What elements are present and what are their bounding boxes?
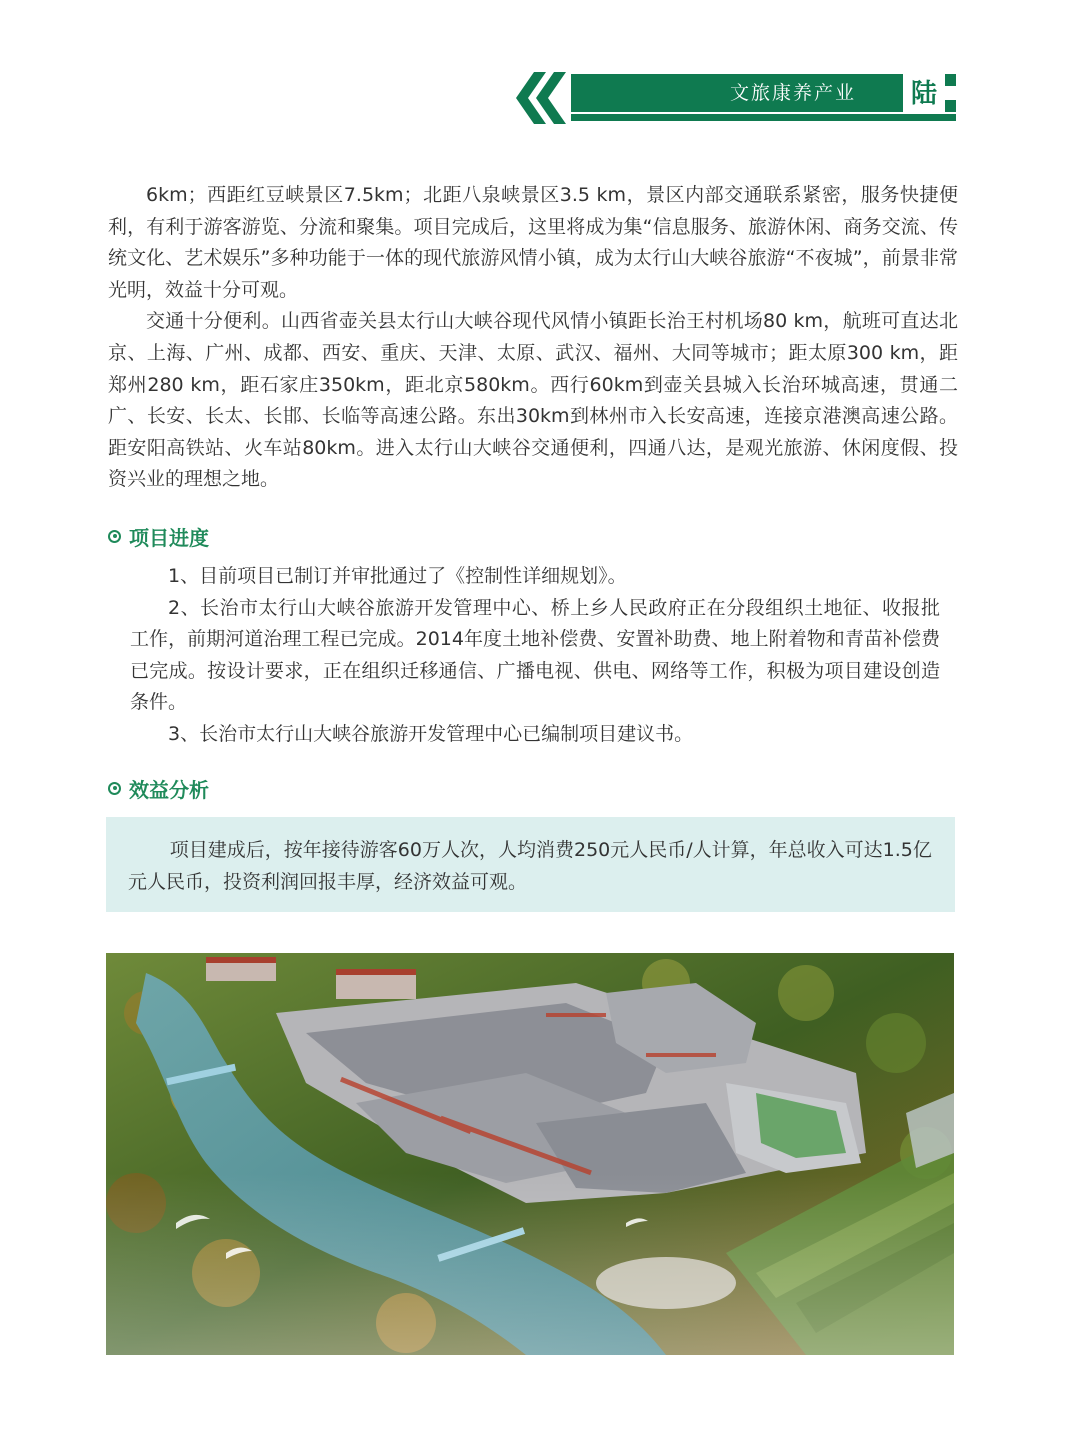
progress-item-1: 1、目前项目已制订并审批通过了《控制性详细规划》。 xyxy=(168,565,627,587)
benefit-text: 项目建成后，按年接待游客60万人次，人均消费250元人民币/人计算，年总收入可达1.5亿元人民币，投资利润回报丰厚，经济效益可观。 xyxy=(128,839,932,893)
double-chevron-icon xyxy=(512,72,568,124)
benefit-title: 效益分析 xyxy=(129,777,209,802)
bullet-circle-icon xyxy=(108,530,121,543)
progress-item-2: 2、长治市太行山大峡谷旅游开发管理中心、桥上乡人民政府正在分段组织土地征、收报批工作，前期河道治理工程已完成。2014年度土地补偿费、安置补助费、地上附着物和青苗补偿费已完成。按设计要求，正在组织迁移通信、广播电视、供电、网络等工作，积极为项目建设创造条件。 xyxy=(130,596,940,714)
benefit-box xyxy=(106,817,955,912)
chapter-number: 陆 xyxy=(910,79,937,109)
progress-heading xyxy=(108,521,209,551)
progress-list xyxy=(130,561,940,751)
page-header xyxy=(0,0,1080,140)
header-underline xyxy=(571,114,956,121)
intro-paragraph-2: 交通十分便利。山西省壶关县太行山大峡谷现代风情小镇距长治王村机场80 km，航班可直达北京、上海、广州、成都、西安、重庆、天津、太原、武汉、福州、大同等城市；距太原300 km，距郑州280 km，距石家庄350km，距北京580km。西行60km到壶关县城入长治环城高速，贯通二广、长安、长太、长邯、长临等高速公路。东出30km到林州市入长安高速，连接京港澳高速公路。距安阳高铁站、火车站80km。进入太行山大峡谷交通便利，四通八达，是观光旅游、休闲度假、投资兴业的理想之地。 xyxy=(108,310,958,491)
section-title: 文旅康养产业 xyxy=(730,82,857,104)
progress-title: 项目进度 xyxy=(129,525,209,550)
bullet-circle-icon xyxy=(108,782,121,795)
intro-paragraph-1: 6km；西距红豆峡景区7.5km；北距八泉峡景区3.5 km，景区内部交通联系紧密，服务快捷便利，有利于游客游览、分流和聚集。项目完成后，这里将成为集“信息服务、旅游休闲、商务交流、传统文化、艺术娱乐”多种功能于一体的现代旅游风情小镇，成为太行山大峡谷旅游“不夜城”，前景非常光明，效益十分可观。 xyxy=(108,184,958,301)
intro-text xyxy=(108,180,958,496)
benefit-heading xyxy=(108,773,209,803)
aerial-rendering-image xyxy=(106,953,954,1355)
progress-item-3: 3、长治市太行山大峡谷旅游开发管理中心已编制项目建议书。 xyxy=(168,722,694,745)
band-notch xyxy=(945,86,956,100)
